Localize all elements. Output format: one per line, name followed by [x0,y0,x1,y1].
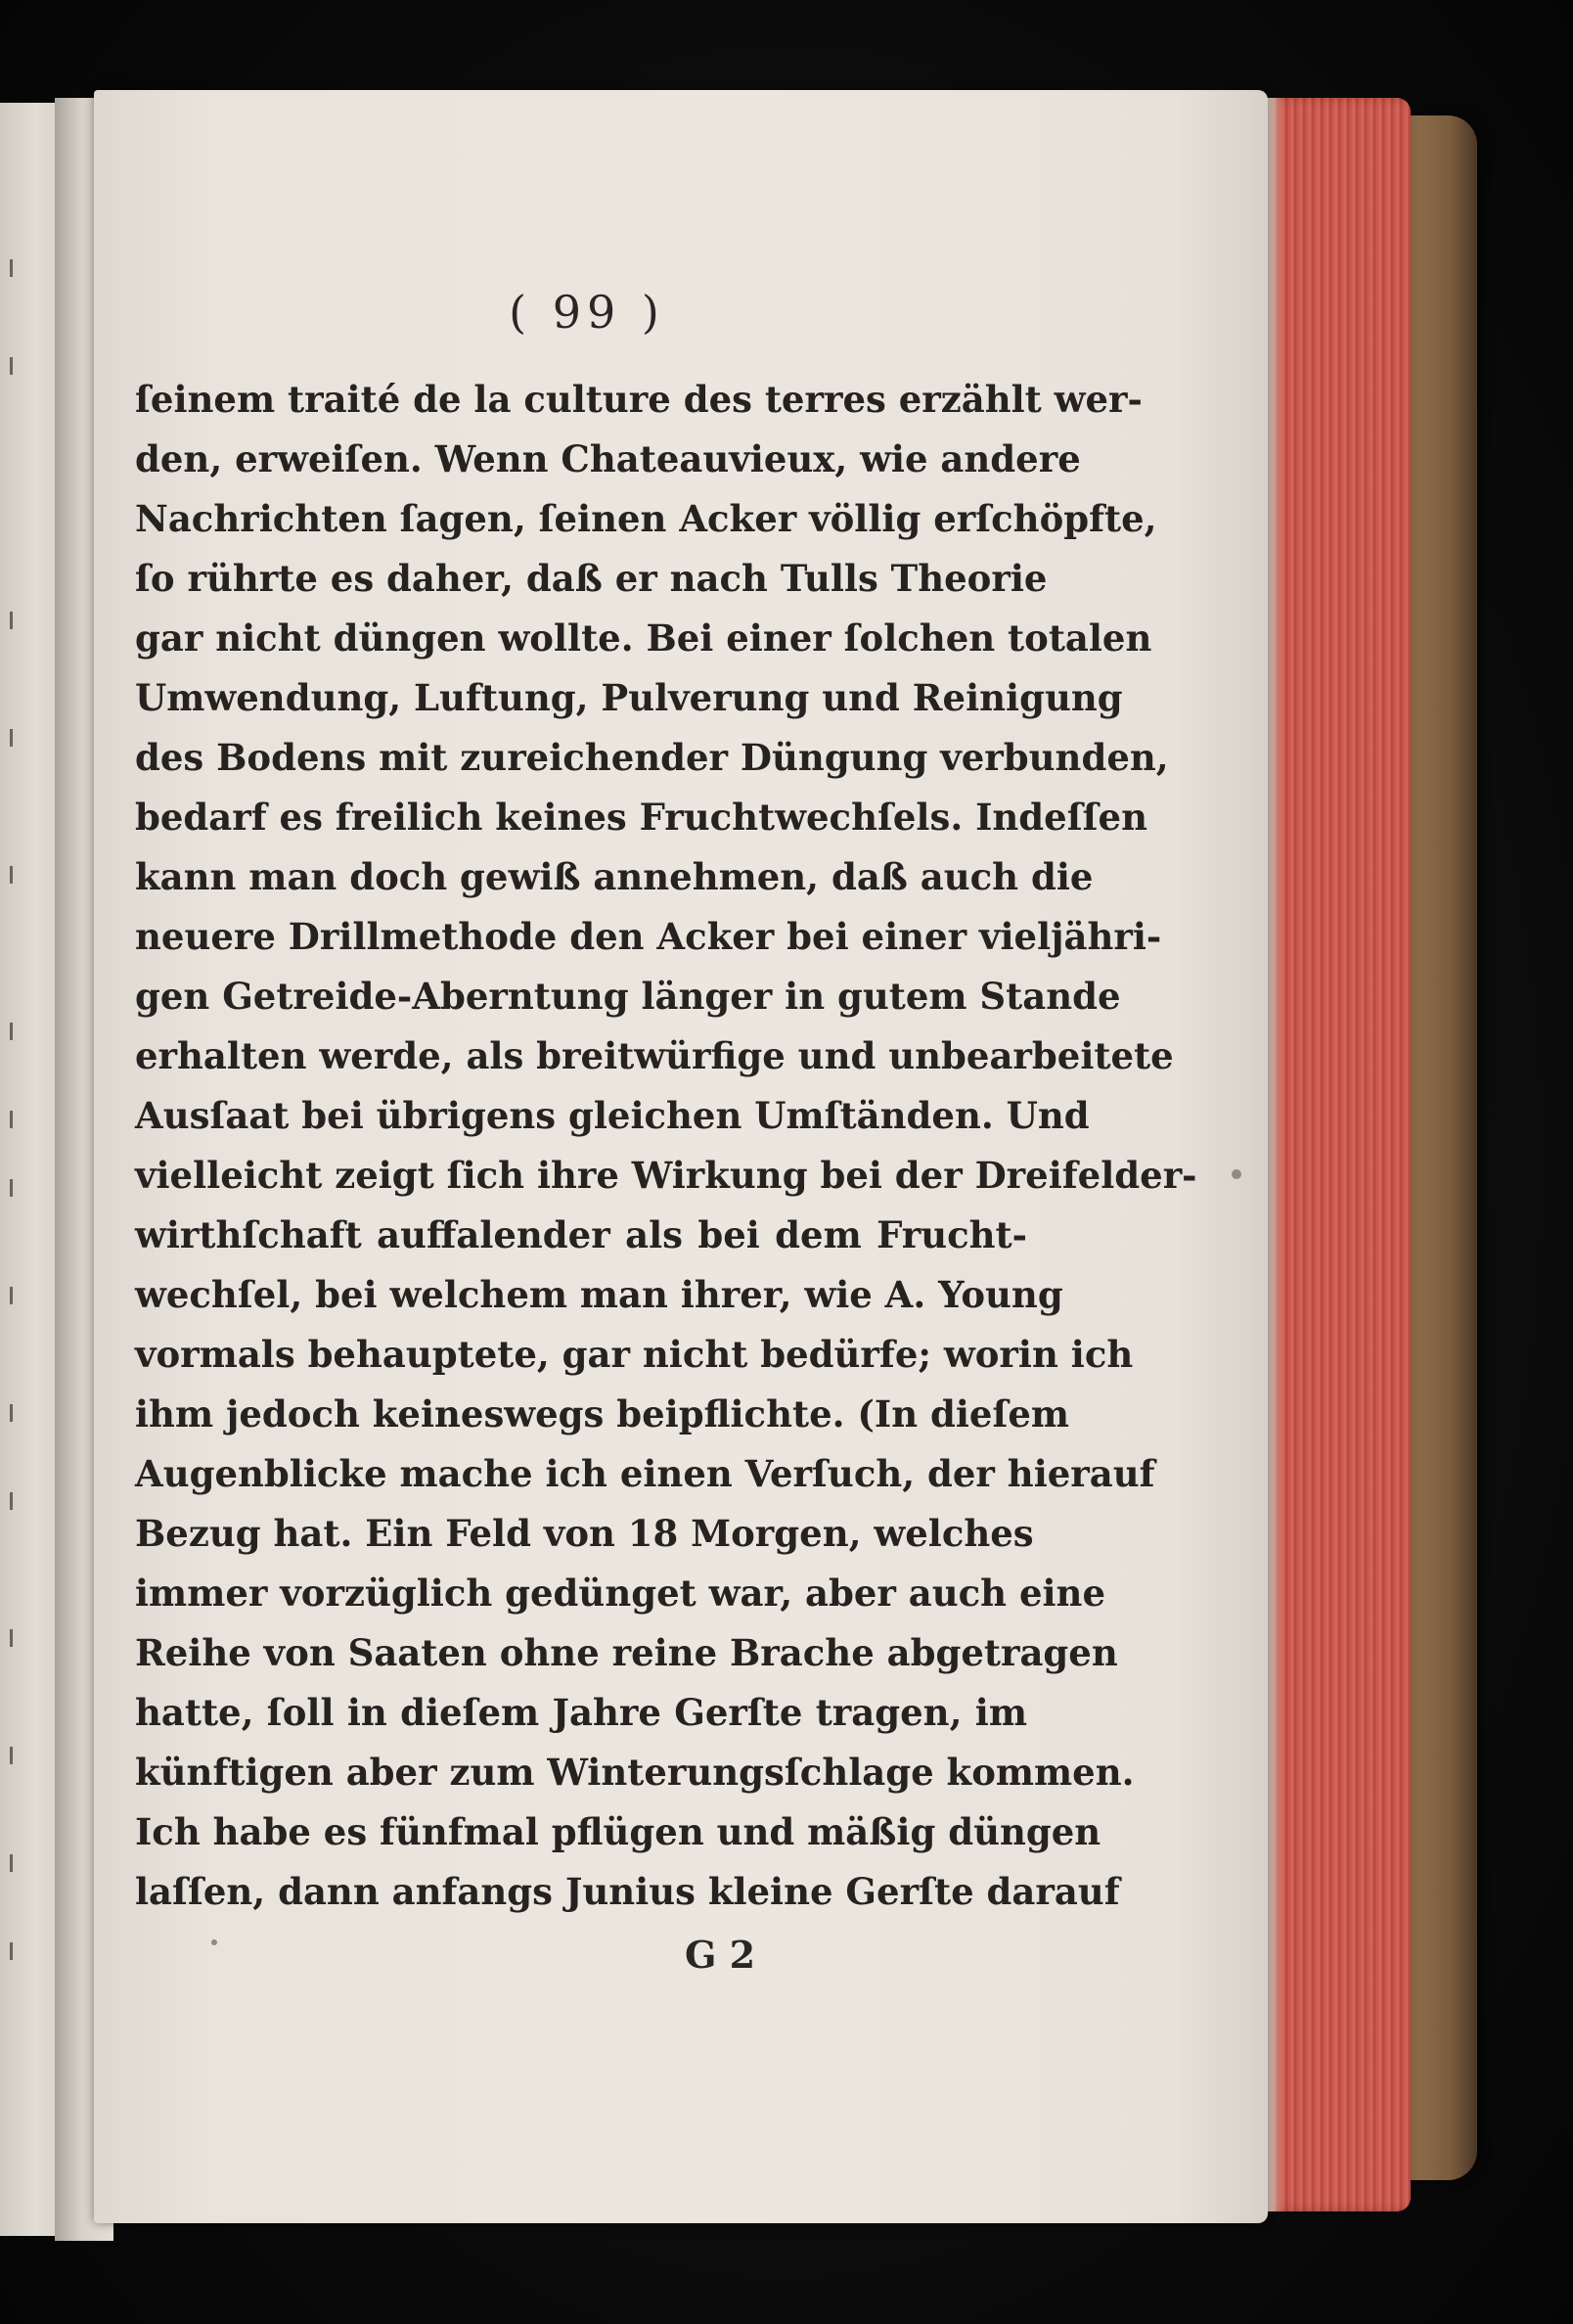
text-line: künftigen aber zum Winterungsſchlage kommen. [135,1751,1135,1794]
text-line: ſo rührte es daher, daß er nach Tulls Theorie [135,557,1048,600]
text-line: Bezug hat. Ein Feld von 18 Morgen, welches [135,1512,1034,1555]
paper-speck [1232,1169,1241,1179]
text-line: bedarf es freilich keines Fruchtwechſels. Indeſſen [135,796,1147,839]
text-line: Reihe von Saaten ohne reine Brache abgetragen [135,1631,1118,1674]
text-line: vormals behauptete, gar nicht bedürfe; worin ich [135,1333,1134,1376]
text-line: hatte, ſoll in dieſem Jahre Gerſte tragen, im [135,1691,1027,1734]
text-line: erhalten werde, als breitwürfige und unbearbeitete [135,1034,1174,1077]
text-line: ſeinem traité de la culture des terres erzählt wer- [135,378,1143,421]
text-line: Umwendung, Luftung, Pulverung und Reinigung [135,676,1123,719]
text-line: Nachrichten ſagen, ſeinen Acker völlig erſchöpfte, [135,497,1157,540]
paper-speck [211,1939,217,1945]
text-line: wirthſchaft auffalender als bei dem Frucht- [135,1213,1027,1256]
text-line: immer vorzüglich gedünget war, aber auch eine [135,1572,1105,1615]
text-line: kann man doch gewiß annehmen, daß auch die [135,855,1094,898]
text-line: des Bodens mit zureichender Düngung verbunden, [135,736,1169,779]
text-line: Ausſaat bei übrigens gleichen Umſtänden. Und [135,1094,1090,1137]
text-line: laſſen, dann anfangs Junius kleine Gerſte darauf [135,1870,1120,1913]
page-number-header: ( 99 ) [509,286,665,339]
text-line: vielleicht zeigt ſich ihre Wirkung bei der Dreifelder- [135,1154,1197,1197]
text-line: gen Getreide-Aberntung länger in gutem Stande [135,975,1121,1018]
text-line: gar nicht düngen wollte. Bei einer ſolchen totalen [135,616,1152,660]
signature-mark: G 2 [685,1933,756,1977]
previous-page-edge [0,103,61,2236]
text-line: ihm jedoch keineswegs beipflichte. (In dieſem [135,1392,1070,1435]
text-line: den, erweiſen. Wenn Chateauvieux, wie andere [135,437,1081,480]
text-line: wechſel, bei welchem man ihrer, wie A. Young [135,1273,1063,1316]
text-line: Augenblicke mache ich einen Verſuch, der hierauf [135,1452,1155,1495]
text-line: neuere Drillmethode den Acker bei einer vieljähri- [135,915,1162,958]
text-line: Ich habe es fünfmal pflügen und mäßig düngen [135,1810,1101,1853]
